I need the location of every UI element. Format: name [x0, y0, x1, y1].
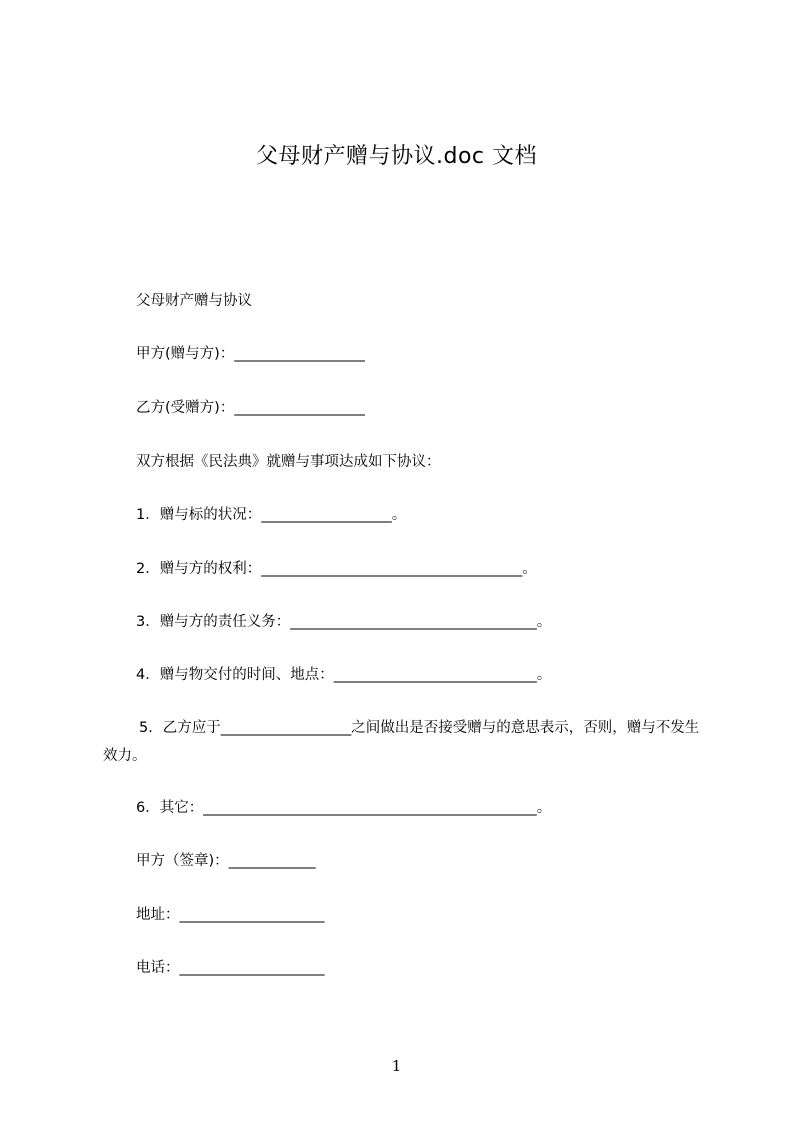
party-b-line: 乙方(受赠方)：__________________	[136, 400, 365, 416]
phone-line: 电话：____________________	[136, 960, 325, 976]
page-number: 1	[391, 1057, 402, 1075]
clause-2: 2．赠与方的权利：____________________________________。	[136, 561, 537, 577]
party-a-line: 甲方(赠与方)：__________________	[136, 346, 365, 362]
signature-line-a: 甲方（签章)：____________	[136, 853, 316, 869]
agreement-heading: 父母财产赠与协议	[136, 293, 252, 309]
clause-1: 1．赠与标的状况：__________________。	[136, 507, 407, 523]
clause-5-text: 5．乙方应于__________________之间做出是否接受赠与的意思表示，否则，赠与不发生效力。	[103, 720, 700, 764]
clause-3: 3．赠与方的责任义务：__________________________________。	[136, 614, 552, 630]
clause-6: 6．其它：______________________________________________。	[136, 800, 552, 816]
clause-4: 4．赠与物交付的时间、地点：____________________________。	[136, 667, 552, 683]
address-line: 地址：____________________	[136, 907, 325, 923]
clause-5	[103, 714, 713, 770]
intro-line: 双方根据《民法典》就赠与事项达成如下协议：	[136, 454, 441, 470]
document-title: 父母财产赠与协议.doc 文档	[255, 144, 537, 169]
